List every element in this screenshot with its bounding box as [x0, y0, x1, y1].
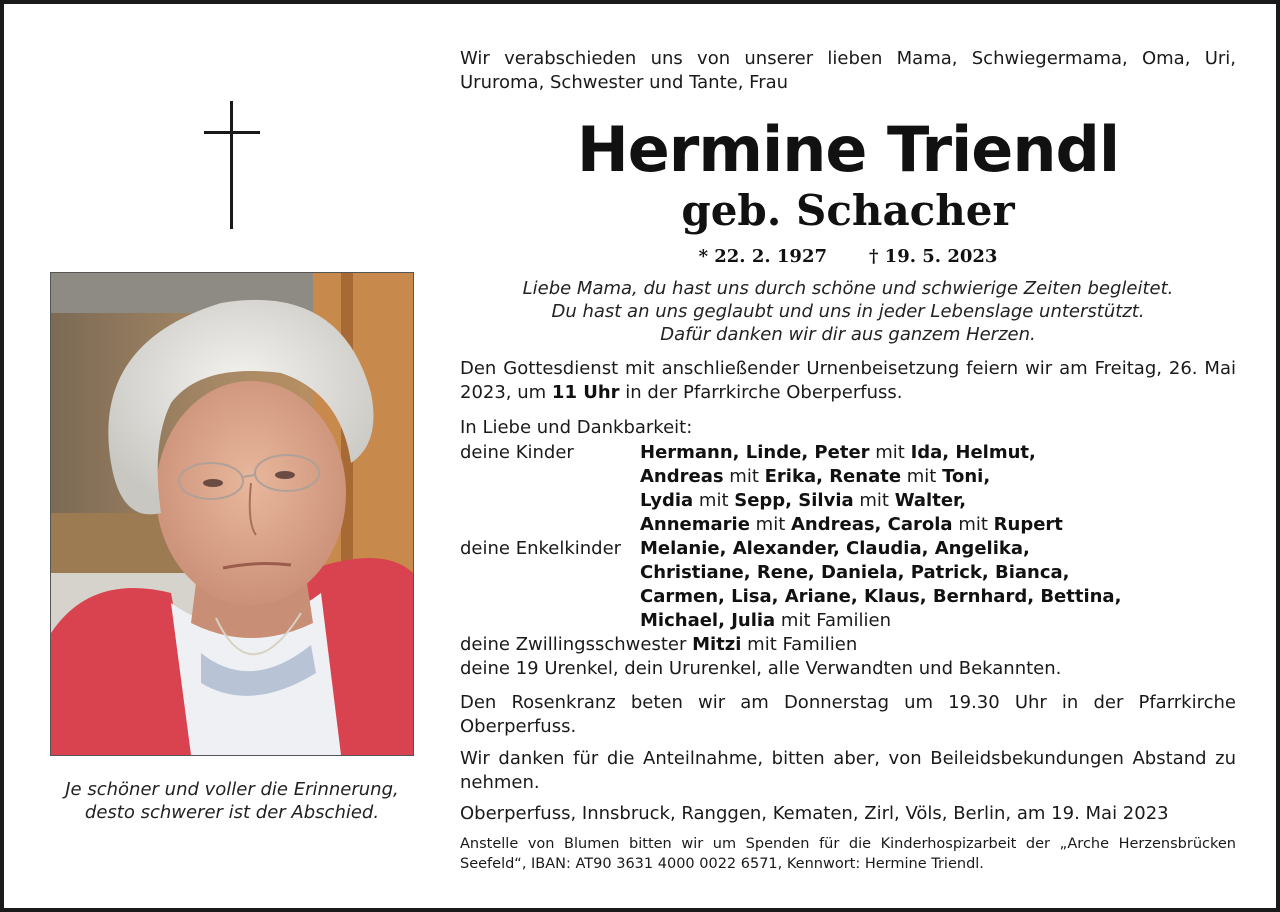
twin-sister-line: [460, 633, 1236, 657]
donation-note: Anstelle von Blumen bitten wir um Spenden für die Kinderhospizarbeit der „Arche Herzensbrücken Seefeld“, IBAN: AT90 3631 4000 0022 6571, Kennwort: Hermine Triendl.: [460, 836, 1236, 872]
children-names: [640, 441, 1236, 537]
twin-suffix: mit Familien: [741, 634, 858, 655]
place-date: Oberperfuss, Innsbruck, Ranggen, Kematen, Zirl, Völs, Berlin, am 19. Mai 2023: [460, 803, 1169, 824]
birth-date: * 22. 2. 1927: [698, 246, 827, 267]
caption-line: desto schwerer ist der Abschied.: [84, 802, 380, 823]
caption-line: Je schöner und voller die Erinnerung,: [65, 779, 399, 800]
service-text: Den Gottesdienst mit anschließender Urnenbeisetzung feiern wir am Freitag, 26. Mai 2023, um: [460, 358, 1236, 403]
family-names: Toni,: [942, 466, 991, 487]
quote-line: Du hast an uns geglaubt und uns in jeder Lebenslage unterstützt.: [551, 301, 1145, 322]
birth-name: geb. Schacher: [681, 186, 1015, 235]
family-name-line: [640, 561, 1236, 585]
rosary-info: Den Rosenkranz beten wir am Donnerstag um 19.30 Uhr in der Pfarrkirche Oberperfuss.: [460, 692, 1236, 737]
love-line: In Liebe und Dankbarkeit:: [460, 417, 693, 438]
family-connector: mit Familien: [775, 610, 891, 631]
family-connector: mit: [901, 466, 943, 487]
intro-text: Wir verabschieden uns von unserer lieben Mama, Schwiegermama, Oma, Uri, Ururoma, Schwester und Tante, Frau: [460, 48, 1236, 93]
memorial-quote: [460, 277, 1236, 346]
family-name-line: [640, 441, 1236, 465]
family-names: Michael, Julia: [640, 610, 776, 631]
service-info: [460, 357, 1236, 405]
children-label: deine Kinder: [460, 442, 574, 463]
family-name-line: [640, 585, 1236, 609]
twin-label: deine Zwillingsschwester: [460, 634, 693, 655]
service-place: in der Pfarrkirche Oberperfuss.: [619, 382, 903, 403]
family-names: Andreas: [640, 466, 724, 487]
grandchildren-label: deine Enkelkinder: [460, 538, 622, 559]
family-names: Annemarie: [640, 514, 750, 535]
family-names: Ida, Helmut,: [910, 442, 1036, 463]
family-name-line: [640, 537, 1236, 561]
death-date: † 19. 5. 2023: [869, 246, 998, 267]
photo-caption: [34, 778, 430, 824]
family-names: Erika, Renate: [764, 466, 902, 487]
family-connector: mit: [693, 490, 735, 511]
family-connector: mit: [723, 466, 765, 487]
family-names: Walter,: [894, 490, 967, 511]
children-row: [460, 441, 1236, 537]
family-connector: mit: [869, 442, 911, 463]
other-relatives-line: deine 19 Urenkel, dein Ururenkel, alle Verwandten und Bekannten.: [460, 658, 1062, 679]
cross-icon: [204, 101, 260, 229]
portrait-photo: [50, 272, 414, 756]
quote-line: Dafür danken wir dir aus ganzem Herzen.: [660, 324, 1036, 345]
family-names: Hermann, Linde, Peter: [640, 442, 870, 463]
twin-name: Mitzi: [692, 634, 742, 655]
grandchildren-row: [460, 537, 1236, 633]
life-dates: [460, 245, 1236, 269]
family-list: [460, 441, 1236, 681]
family-connector: mit: [853, 490, 895, 511]
family-names: Andreas, Carola: [790, 514, 953, 535]
deceased-name: Hermine Triendl: [576, 113, 1120, 186]
family-name-line: [640, 513, 1236, 537]
grandchildren-names: [640, 537, 1236, 633]
quote-line: Liebe Mama, du hast uns durch schöne und schwierige Zeiten begleitet.: [522, 278, 1174, 299]
service-time: 11 Uhr: [551, 382, 620, 403]
family-connector: mit: [749, 514, 791, 535]
family-names: Melanie, Alexander, Claudia, Angelika,: [640, 538, 1030, 559]
family-connector: mit: [952, 514, 994, 535]
family-names: Carmen, Lisa, Ariane, Klaus, Bernhard, Bettina,: [640, 586, 1122, 607]
family-name-line: [640, 465, 1236, 489]
family-names: Lydia: [640, 490, 694, 511]
family-names: Rupert: [993, 514, 1063, 535]
thanks-note: Wir danken für die Anteilnahme, bitten aber, von Beileidsbekundungen Abstand zu nehmen.: [460, 748, 1236, 793]
family-name-line: [640, 609, 1236, 633]
family-names: Christiane, Rene, Daniela, Patrick, Bianca,: [640, 562, 1070, 583]
family-name-line: [640, 489, 1236, 513]
family-names: Sepp, Silvia: [734, 490, 854, 511]
